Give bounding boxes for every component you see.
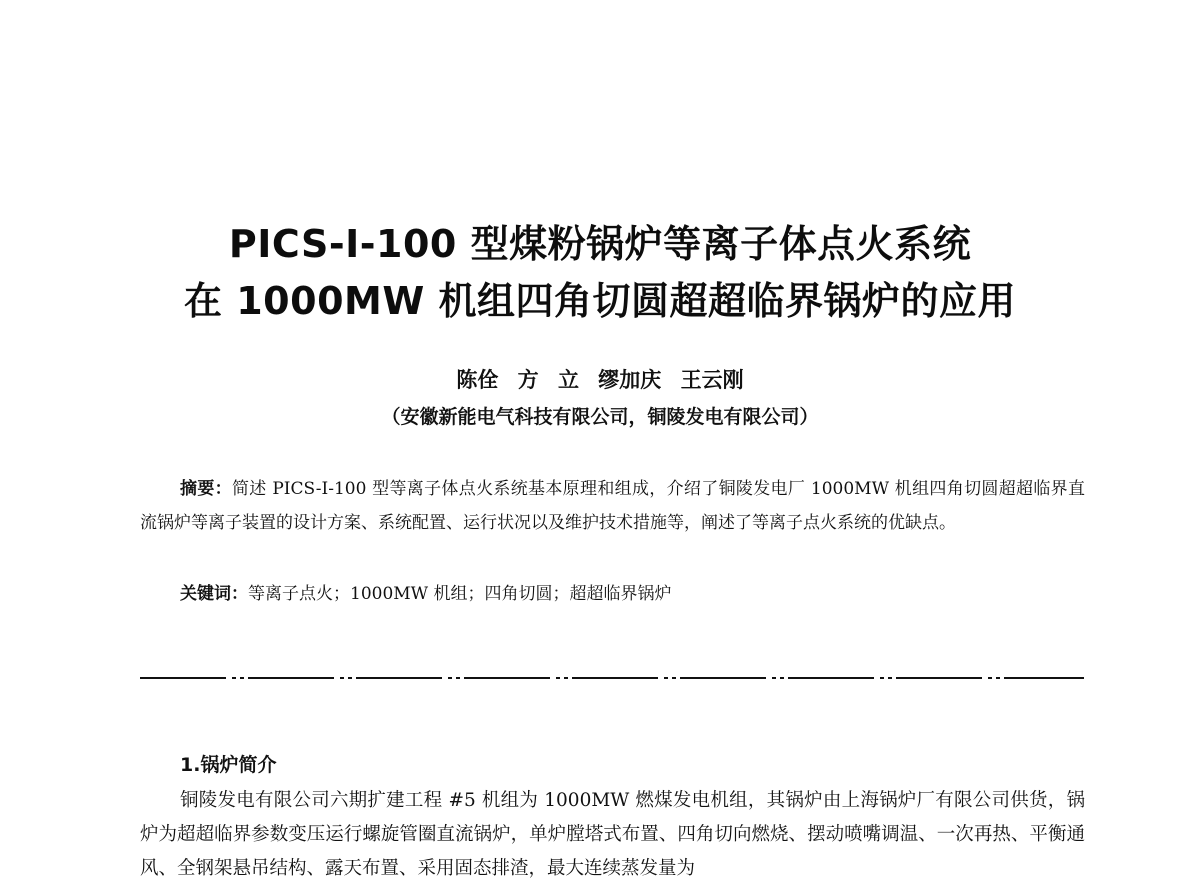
abstract: [140, 472, 1085, 540]
title-line-1: PICS-I-100 型煤粉锅炉等离子体点火系统: [228, 222, 972, 266]
abstract-label: 摘要：: [180, 479, 232, 499]
keywords-text: 等离子点火；1000MW 机组；四角切圆；超超临界锅炉: [248, 584, 672, 604]
section-divider: [140, 677, 1084, 679]
abstract-text: 简述 PICS-I-100 型等离子体点火系统基本原理和组成，介绍了铜陵发电厂 1000MW 机组四角切圆超超临界直流锅炉等离子装置的设计方案、系统配置、运行状况以及维护技术措施等，阐述了等离子点火系统的优缺点。: [140, 479, 1085, 533]
title-line-2: 在 1000MW 机组四角切圆超超临界锅炉的应用: [184, 279, 1016, 323]
keywords: [180, 579, 672, 604]
section-body: [140, 784, 1085, 886]
section-heading: 1.锅炉简介: [180, 754, 277, 776]
authors: 陈佺 方 立 缪加庆 王云刚: [456, 368, 744, 392]
section-body-text: 铜陵发电有限公司六期扩建工程 #5 机组为 1000MW 燃煤发电机组，其锅炉由上海锅炉厂有限公司供货，锅炉为超超临界参数变压运行螺旋管圈直流锅炉，单炉膛塔式布置、四角切向燃烧、摆动喷嘴调温、一次再热、平衡通风、全钢架悬吊结构、露天布置、采用固态排渣，最大连续蒸发量为: [140, 790, 1085, 879]
affiliation: （安徽新能电气科技有限公司，铜陵发电有限公司）: [381, 406, 819, 428]
keywords-label: 关键词：: [180, 584, 248, 604]
